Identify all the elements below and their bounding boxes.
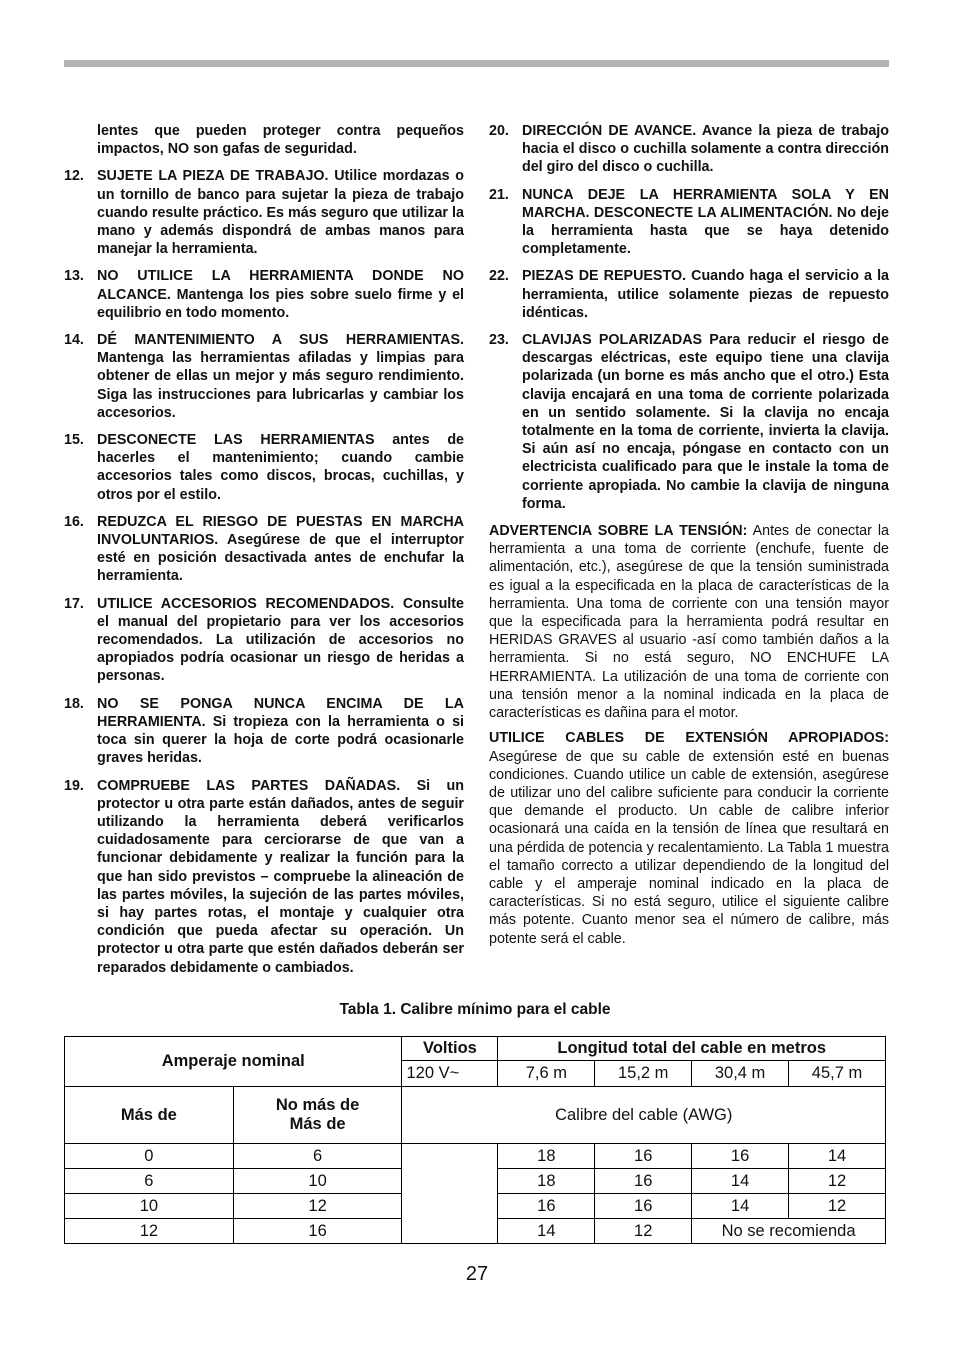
amp-from-cell: 0: [65, 1144, 234, 1169]
item-number: 13.: [64, 268, 84, 285]
item-text: PIEZAS DE REPUESTO. Cuando haga el servicio a la herramienta, utilice solamente piezas de repuesto idénticas.: [522, 268, 889, 321]
length-cell: 45,7 m: [789, 1061, 886, 1087]
table-row: [65, 1144, 886, 1169]
not-more-than-line1: No más de: [275, 1096, 360, 1114]
amp-from-cell: 6: [65, 1169, 234, 1194]
right-column: [489, 122, 889, 955]
amperage-header: Amperaje nominal: [65, 1037, 402, 1087]
list-item: [64, 167, 464, 258]
item-number: 15.: [64, 432, 84, 449]
list-item: [64, 267, 464, 322]
list-item: [64, 513, 464, 586]
extension-cable-heading: UTILICE CABLES DE EXTENSIÓN APROPIADOS:: [489, 730, 889, 747]
length-cell: 7,6 m: [498, 1061, 595, 1087]
blank-voltage-cell: [402, 1144, 498, 1244]
item-number: 14.: [64, 332, 84, 349]
list-item: [64, 595, 464, 686]
item-text: NO UTILICE LA HERRAMIENTA DONDE NO ALCANCE. Mantenga los pies sobre suelo firme y el equilibrio en todo momento.: [97, 268, 464, 321]
left-column: [64, 122, 464, 986]
item-number: 19.: [64, 777, 84, 794]
item-text: NO SE PONGA NUNCA ENCIMA DE LA HERRAMIENTA. Si tropieza con la herramienta o si toca sin querer la hoja de corte podrá ocasionarle graves heridas.: [97, 695, 464, 767]
item-text: COMPRUEBE LAS PARTES DAÑADAS. Si un protector u otra parte están dañados, antes de seguir utilizando la herramienta deberá verificarlos cuidadosamente para cerciorarse de que van a funcionar debidamente y realizar la función para la que han sido previstos – compruebe la alineación de las partes móviles, la sujeción de las partes móviles, si hay partes rotas, el montaje y cualquier otra condición que pueda afectar su operación. Un protector u otra parte que estén dañados deberán ser reparados debidamente o cambiados.: [97, 777, 464, 976]
item-number: 21.: [489, 186, 509, 203]
item-text: NUNCA DEJE LA HERRAMIENTA SOLA Y EN MARCHA. DESCONECTE LA ALIMENTACIÓN. No deje la herramienta hasta que se haya detenido completamente.: [522, 186, 889, 258]
table-header-row: [65, 1037, 886, 1061]
not-more-than-header: [233, 1087, 402, 1144]
voltage-value: 120 V~: [402, 1061, 498, 1087]
item-text: DÉ MANTENIMIENTO A SUS HERRAMIENTAS. Mantenga las herramientas afiladas y limpias para obtener de ellas un mejor y más seguro rendimiento. Siga las instrucciones para lubricarlas y cambiar los accesorios.: [97, 332, 464, 421]
list-item: [489, 331, 889, 513]
item-text: SUJETE LA PIEZA DE TRABAJO. Utilice mordazas o un tornillo de banco para sujetar la pieza de trabajo cuando resulte práctico. Es más seguro que utilizar la mano y además dispondrá de ambas manos para manejar la herramienta.: [97, 168, 464, 258]
amp-from-cell: 10: [65, 1194, 234, 1219]
amp-to-cell: 6: [233, 1144, 402, 1169]
list-item: [489, 186, 889, 259]
item-text: UTILICE ACCESORIOS RECOMENDADOS. Consulte el manual del propietario para ver los accesorios recomendados. La utilización de accesorios no apropiados podría ocasionar un riesgo de heridas a personas.: [97, 595, 464, 685]
item-text: CLAVIJAS POLARIZADAS Para reducir el riesgo de descargas eléctricas, este equipo tiene una clavija polarizada (un borne es más ancho que el otro.) Esta clavija encajará en una toma de corriente polarizada en un sentido solamente. Si la clavija no encaja totalmente en la toma de corriente, invierta la clavija. Si aún así no encaja, póngase en contacto con un electricista cualificado para que le instale la toma de corriente apropiada. No cambie la clavija de ninguna forma.: [522, 332, 889, 512]
table-title: Tabla 1. Calibre mínimo para el cable: [339, 1001, 611, 1018]
gauge-cell: 16: [498, 1194, 595, 1219]
gauge-cell: 12: [789, 1169, 886, 1194]
amp-from-cell: 12: [65, 1219, 234, 1244]
amp-to-cell: 12: [233, 1194, 402, 1219]
page-number: 27: [465, 1263, 489, 1285]
cable-gauge-table: [64, 1036, 886, 1244]
item-number: 23.: [489, 332, 509, 349]
gauge-cell: 16: [595, 1194, 692, 1219]
amp-to-cell: 10: [233, 1169, 402, 1194]
header-rule: [64, 60, 889, 67]
gauge-cell: 12: [789, 1194, 886, 1219]
item-number: 16.: [64, 513, 84, 530]
gauge-header: Calibre del cable (AWG): [402, 1087, 886, 1144]
item-number: 17.: [64, 595, 84, 612]
extension-cable-paragraph: [489, 729, 889, 947]
list-item: [489, 267, 889, 322]
not-recommended-cell: No se recomienda: [692, 1219, 886, 1244]
table-header-row: [65, 1087, 886, 1144]
item-text: DESCONECTE LAS HERRAMIENTAS antes de hacerles el mantenimiento; cuando cambie accesorios tales como discos, brocas, cuchillas, y otros por el estilo.: [97, 432, 464, 503]
length-cell: 15,2 m: [595, 1061, 692, 1087]
voltage-warning-body: Antes de conectar la herramienta a una toma de corriente (enchufe, fuente de alimentación, etc.), asegúrese de que la tensión suministrada es igual a la especificada en la placa de características de la herramienta. Una toma de corriente con una tensión mayor que la especificada para la herramienta podrá resultar en HERIDAS GRAVES al usuario -así como también daños a la herramienta. Si no está seguro, NO ENCHUFE LA HERRAMIENTA. La utilización de una toma de corriente con una tensión menor a la nominal indicada en la placa de características es dañina para el motor.: [489, 523, 889, 722]
gauge-cell: 16: [692, 1144, 789, 1169]
not-more-than-line2: Más de: [289, 1115, 346, 1133]
item-text: DIRECCIÓN DE AVANCE. Avance la pieza de trabajo hacia el disco o cuchilla solamente a contra dirección del giro del disco o cuchilla.: [522, 123, 889, 176]
gauge-cell: 14: [692, 1169, 789, 1194]
length-header: Longitud total del cable en metros: [498, 1037, 886, 1061]
list-item: [64, 777, 464, 977]
list-item: [64, 331, 464, 422]
list-item: [64, 695, 464, 768]
gauge-cell: 18: [498, 1144, 595, 1169]
list-item: [64, 431, 464, 504]
gauge-cell: 14: [692, 1194, 789, 1219]
voltage-warning-paragraph: [489, 522, 889, 722]
length-cell: 30,4 m: [692, 1061, 789, 1087]
gauge-cell: 16: [595, 1144, 692, 1169]
voltage-header: Voltios: [402, 1037, 498, 1061]
item-number: 22.: [489, 268, 509, 285]
item-number: 12.: [64, 168, 84, 185]
list-item: [489, 122, 889, 177]
gauge-cell: 14: [789, 1144, 886, 1169]
item-number: 20.: [489, 123, 509, 139]
item-text: REDUZCA EL RIESGO DE PUESTAS EN MARCHA INVOLUNTARIOS. Asegúrese de que el interruptor esté en posición desactivada antes de enchufar la herramienta.: [97, 513, 464, 585]
extension-cable-body: Asegúrese de que su cable de extensión esté en buenas condiciones. Cuando utilice un cable de extensión, asegúrese de utilizar uno del calibre suficiente para conducir la corriente que demande el producto. Un cable de calibre inferior ocasionará una caída en la tensión de línea que resultará en una pérdida de potencia y recalentamiento. La Tabla 1 muestra el tamaño correcto a utilizar dependiendo de la longitud del cable y el amperaje nominal indicado en la placa de características. Si no está seguro, utilice el siguiente calibre más potente. Cuanto menor sea el número de calibre, más potente será el cable.: [489, 748, 889, 947]
item-number: 18.: [64, 695, 84, 712]
amp-to-cell: 16: [233, 1219, 402, 1244]
gauge-cell: 14: [498, 1219, 595, 1244]
voltage-warning-heading: ADVERTENCIA SOBRE LA TENSIÓN:: [489, 523, 748, 540]
gauge-cell: 12: [595, 1219, 692, 1244]
gauge-cell: 18: [498, 1169, 595, 1194]
continuation-text: lentes que pueden proteger contra pequeños impactos, NO son gafas de seguridad.: [97, 123, 464, 158]
more-than-header: Más de: [65, 1087, 234, 1144]
gauge-cell: 16: [595, 1169, 692, 1194]
